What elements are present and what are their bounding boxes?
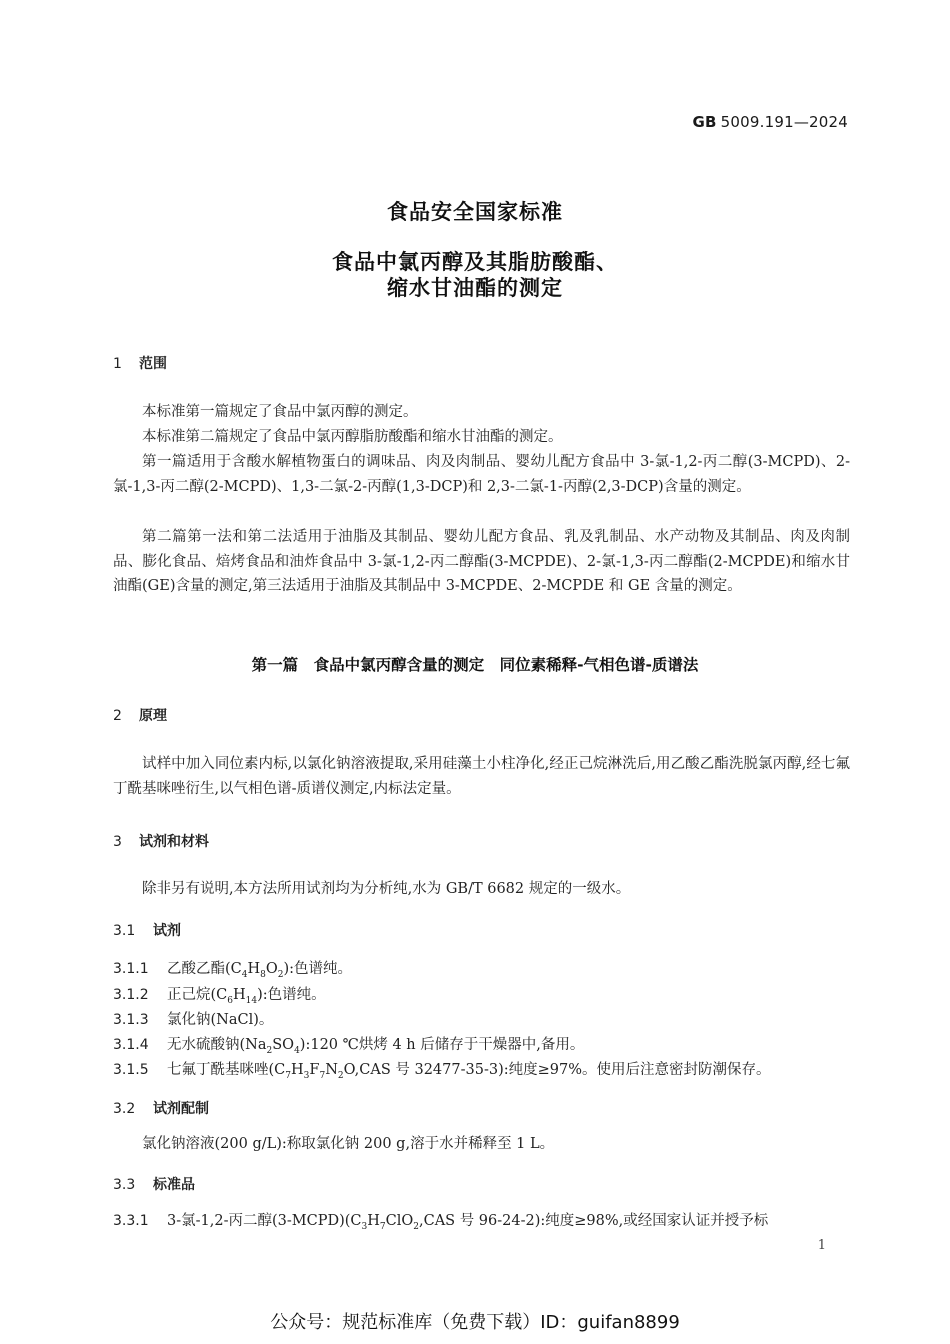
main-title: 食品安全国家标准: [387, 200, 563, 224]
section-3-heading: [113, 831, 209, 851]
section-1-heading: [113, 353, 167, 373]
section-2-heading: [113, 705, 167, 725]
subsection-3-1-heading: [113, 920, 181, 940]
section-title: 原理: [139, 708, 167, 724]
section-1-paragraph-4: 第二篇第一法和第二法适用于油脂及其制品、婴幼儿配方食品、乳及乳制品、水产动物及其制品、肉及肉制品、膨化食品、焙烤食品和油炸食品中 3-氯-1,2-丙二醇酯(3-MCPDE)、2-氯-1,3-丙二醇酯(2-MCPDE)和缩水甘油酯(GE)含量的测定,第三法适用于油脂及其制品中 3-MCPDE、2-MCPDE 和 GE 含量的测定。: [113, 529, 850, 594]
section-number: 1: [113, 356, 122, 372]
subsection-number: 3.1: [113, 923, 136, 939]
subsection-title: 试剂: [153, 923, 181, 939]
section-1-paragraph-2: 本标准第二篇规定了食品中氯丙醇脂肪酸酯和缩水甘油酯的测定。: [142, 429, 563, 445]
part-1-title: 第一篇 食品中氯丙醇含量的测定 同位素稀释-气相色谱-质谱法: [251, 656, 699, 674]
section-1-paragraph-3: 第一篇适用于含酸水解植物蛋白的调味品、肉及肉制品、婴幼儿配方食品中 3-氯-1,2-丙二醇(3-MCPD)、2-氯-1,3-丙二醇(2-MCPD)、1,3-二氯-2-丙醇(1,3-DCP)和 2,3-二氯-1-丙醇(2,3-DCP)含量的测定。: [113, 454, 850, 495]
list-item: 3.1.1 乙酸乙酯$(C_4H_8O_2)$:色谱纯。: [113, 961, 353, 980]
subtitle-line-2: 缩水甘油酯的测定: [387, 276, 563, 300]
section-3-paragraph-1: 除非另有说明,本方法所用试剂均为分析纯,水为 GB/T 6682 规定的一级水。: [142, 881, 631, 897]
section-2-paragraph-1: 试样中加入同位素内标,以氯化钠溶液提取,采用硅藻土小柱净化,经正己烷淋洗后,用乙酸乙酯洗脱氯丙醇,经七氟丁酰基咪唑衍生,以气相色谱-质谱仪测定,内标法定量。: [113, 756, 850, 797]
standard-code: 5009.191—2024: [720, 113, 848, 131]
list-item: 3.1.3 氯化钠(NaCl)。: [113, 1012, 274, 1028]
subsection-3-2-paragraph: 氯化钠溶液(200 g/L):称取氯化钠 200 g,溶于水并稀释至 1 L。: [142, 1136, 555, 1152]
section-title: 试剂和材料: [139, 834, 209, 850]
list-item: 3.1.5 七氟丁酰基咪唑($C_7H_3F_7N_2O,CAS$ 号 32477-35-3):纯度≥97%。使用后注意密封防潮保存。: [113, 1062, 771, 1081]
item-number: 3.1.3: [113, 1012, 149, 1028]
subsection-number: 3.2: [113, 1101, 136, 1117]
section-title: 范围: [139, 356, 167, 372]
item-number: 3.1.1: [113, 961, 149, 977]
footer-watermark-text: 公众号：规范标准库（免费下载）ID：guifan8899: [270, 1312, 680, 1333]
subsection-number: 3.3: [113, 1177, 136, 1193]
section-1-paragraph-1: 本标准第一篇规定了食品中氯丙醇的测定。: [142, 404, 418, 420]
list-item: 3.1.2 正己烷$(C_6H_{14})$:色谱纯。: [113, 987, 326, 1006]
subsection-3-2-heading: [113, 1098, 209, 1118]
subtitle-line-1: 食品中氯丙醇及其脂肪酸酯、: [332, 250, 618, 274]
item-number: 3.1.5: [113, 1062, 149, 1078]
standard-number: [692, 113, 848, 131]
standard-prefix: GB: [692, 113, 717, 131]
list-item: 3.1.4 无水硫酸钠$(Na_2SO_4):120$ ℃烘烤 4 h 后储存于干燥器中,备用。: [113, 1037, 585, 1056]
subsection-title: 标准品: [153, 1177, 195, 1193]
item-number: 3.1.2: [113, 987, 149, 1003]
subsection-title: 试剂配制: [153, 1101, 209, 1117]
item-number: 3.1.4: [113, 1037, 149, 1053]
page-number: 1: [817, 1238, 826, 1253]
subsection-3-3-heading: [113, 1174, 195, 1194]
list-item: 3.3.1 3-氯-1,2-丙二醇$(3-MCPD)(C_3H_7ClO_2,CAS$ 号 96-24-2):纯度≥98%,或经国家认证并授予标: [113, 1213, 769, 1232]
section-number: 3: [113, 834, 122, 850]
item-number: 3.3.1: [113, 1213, 149, 1229]
section-number: 2: [113, 708, 122, 724]
